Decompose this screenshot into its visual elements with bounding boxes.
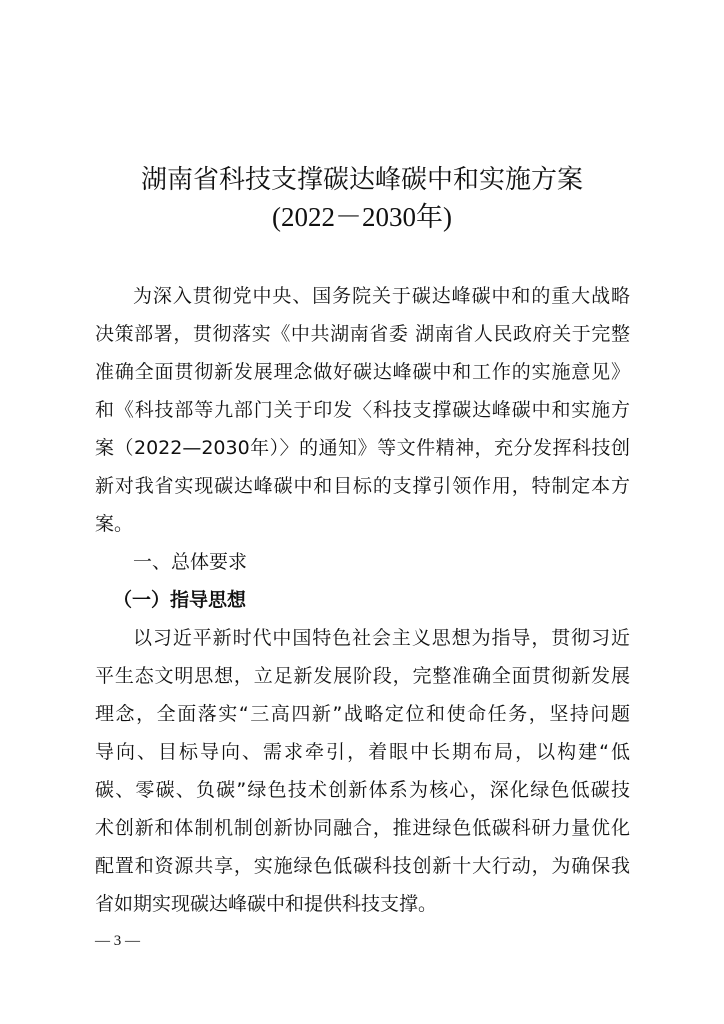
text-line: 配置和资源共享，实施绿色低碳科技创新十大行动，为确保我 bbox=[95, 855, 630, 877]
subsection-heading: （一）指导思想 bbox=[113, 589, 247, 611]
text-line: 省如期实现碳达峰碳中和提供科技支撑。 bbox=[95, 893, 438, 915]
text-line: 为深入贯彻党中央、国务院关于碳达峰碳中和的重大战略 bbox=[133, 285, 630, 307]
text-line: 术创新和体制机制创新协同融合，推进绿色低碳科研力量优化 bbox=[95, 817, 630, 839]
text-line: 平生态文明思想，立足新发展阶段，完整准确全面贯彻新发展 bbox=[95, 665, 630, 687]
text-line: 决策部署，贯彻落实《中共湖南省委 湖南省人民政府关于完整 bbox=[95, 323, 630, 345]
document-subtitle-years: (2022－2030年) bbox=[272, 202, 452, 232]
text-line: 案。 bbox=[95, 513, 134, 535]
text-line: 新对我省实现碳达峰碳中和目标的支撑引领作用，特制定本方 bbox=[95, 475, 630, 497]
text-line: 理念，全面落实“三高四新”战略定位和使命任务，坚持问题 bbox=[95, 703, 630, 725]
document-title: 湖南省科技支撑碳达峰碳中和实施方案 bbox=[140, 165, 583, 195]
text-line: 导向、目标导向、需求牵引，着眼中长期布局，以构建“低 bbox=[95, 741, 630, 763]
text-line: 案（2022—2030年）〉的通知》等文件精神，充分发挥科技创 bbox=[95, 437, 630, 459]
page-number: — 3 — bbox=[95, 933, 140, 949]
text-line: 以习近平新时代中国特色社会主义思想为指导，贯彻习近 bbox=[133, 627, 630, 649]
section-heading: 一、总体要求 bbox=[133, 551, 248, 573]
text-line: 准确全面贯彻新发展理念做好碳达峰碳中和工作的实施意见》 bbox=[95, 361, 630, 383]
text-line: 碳、零碳、负碳”绿色技术创新体系为核心，深化绿色低碳技 bbox=[95, 779, 630, 801]
text-line: 和《科技部等九部门关于印发〈科技支撑碳达峰碳中和实施方 bbox=[95, 399, 630, 421]
